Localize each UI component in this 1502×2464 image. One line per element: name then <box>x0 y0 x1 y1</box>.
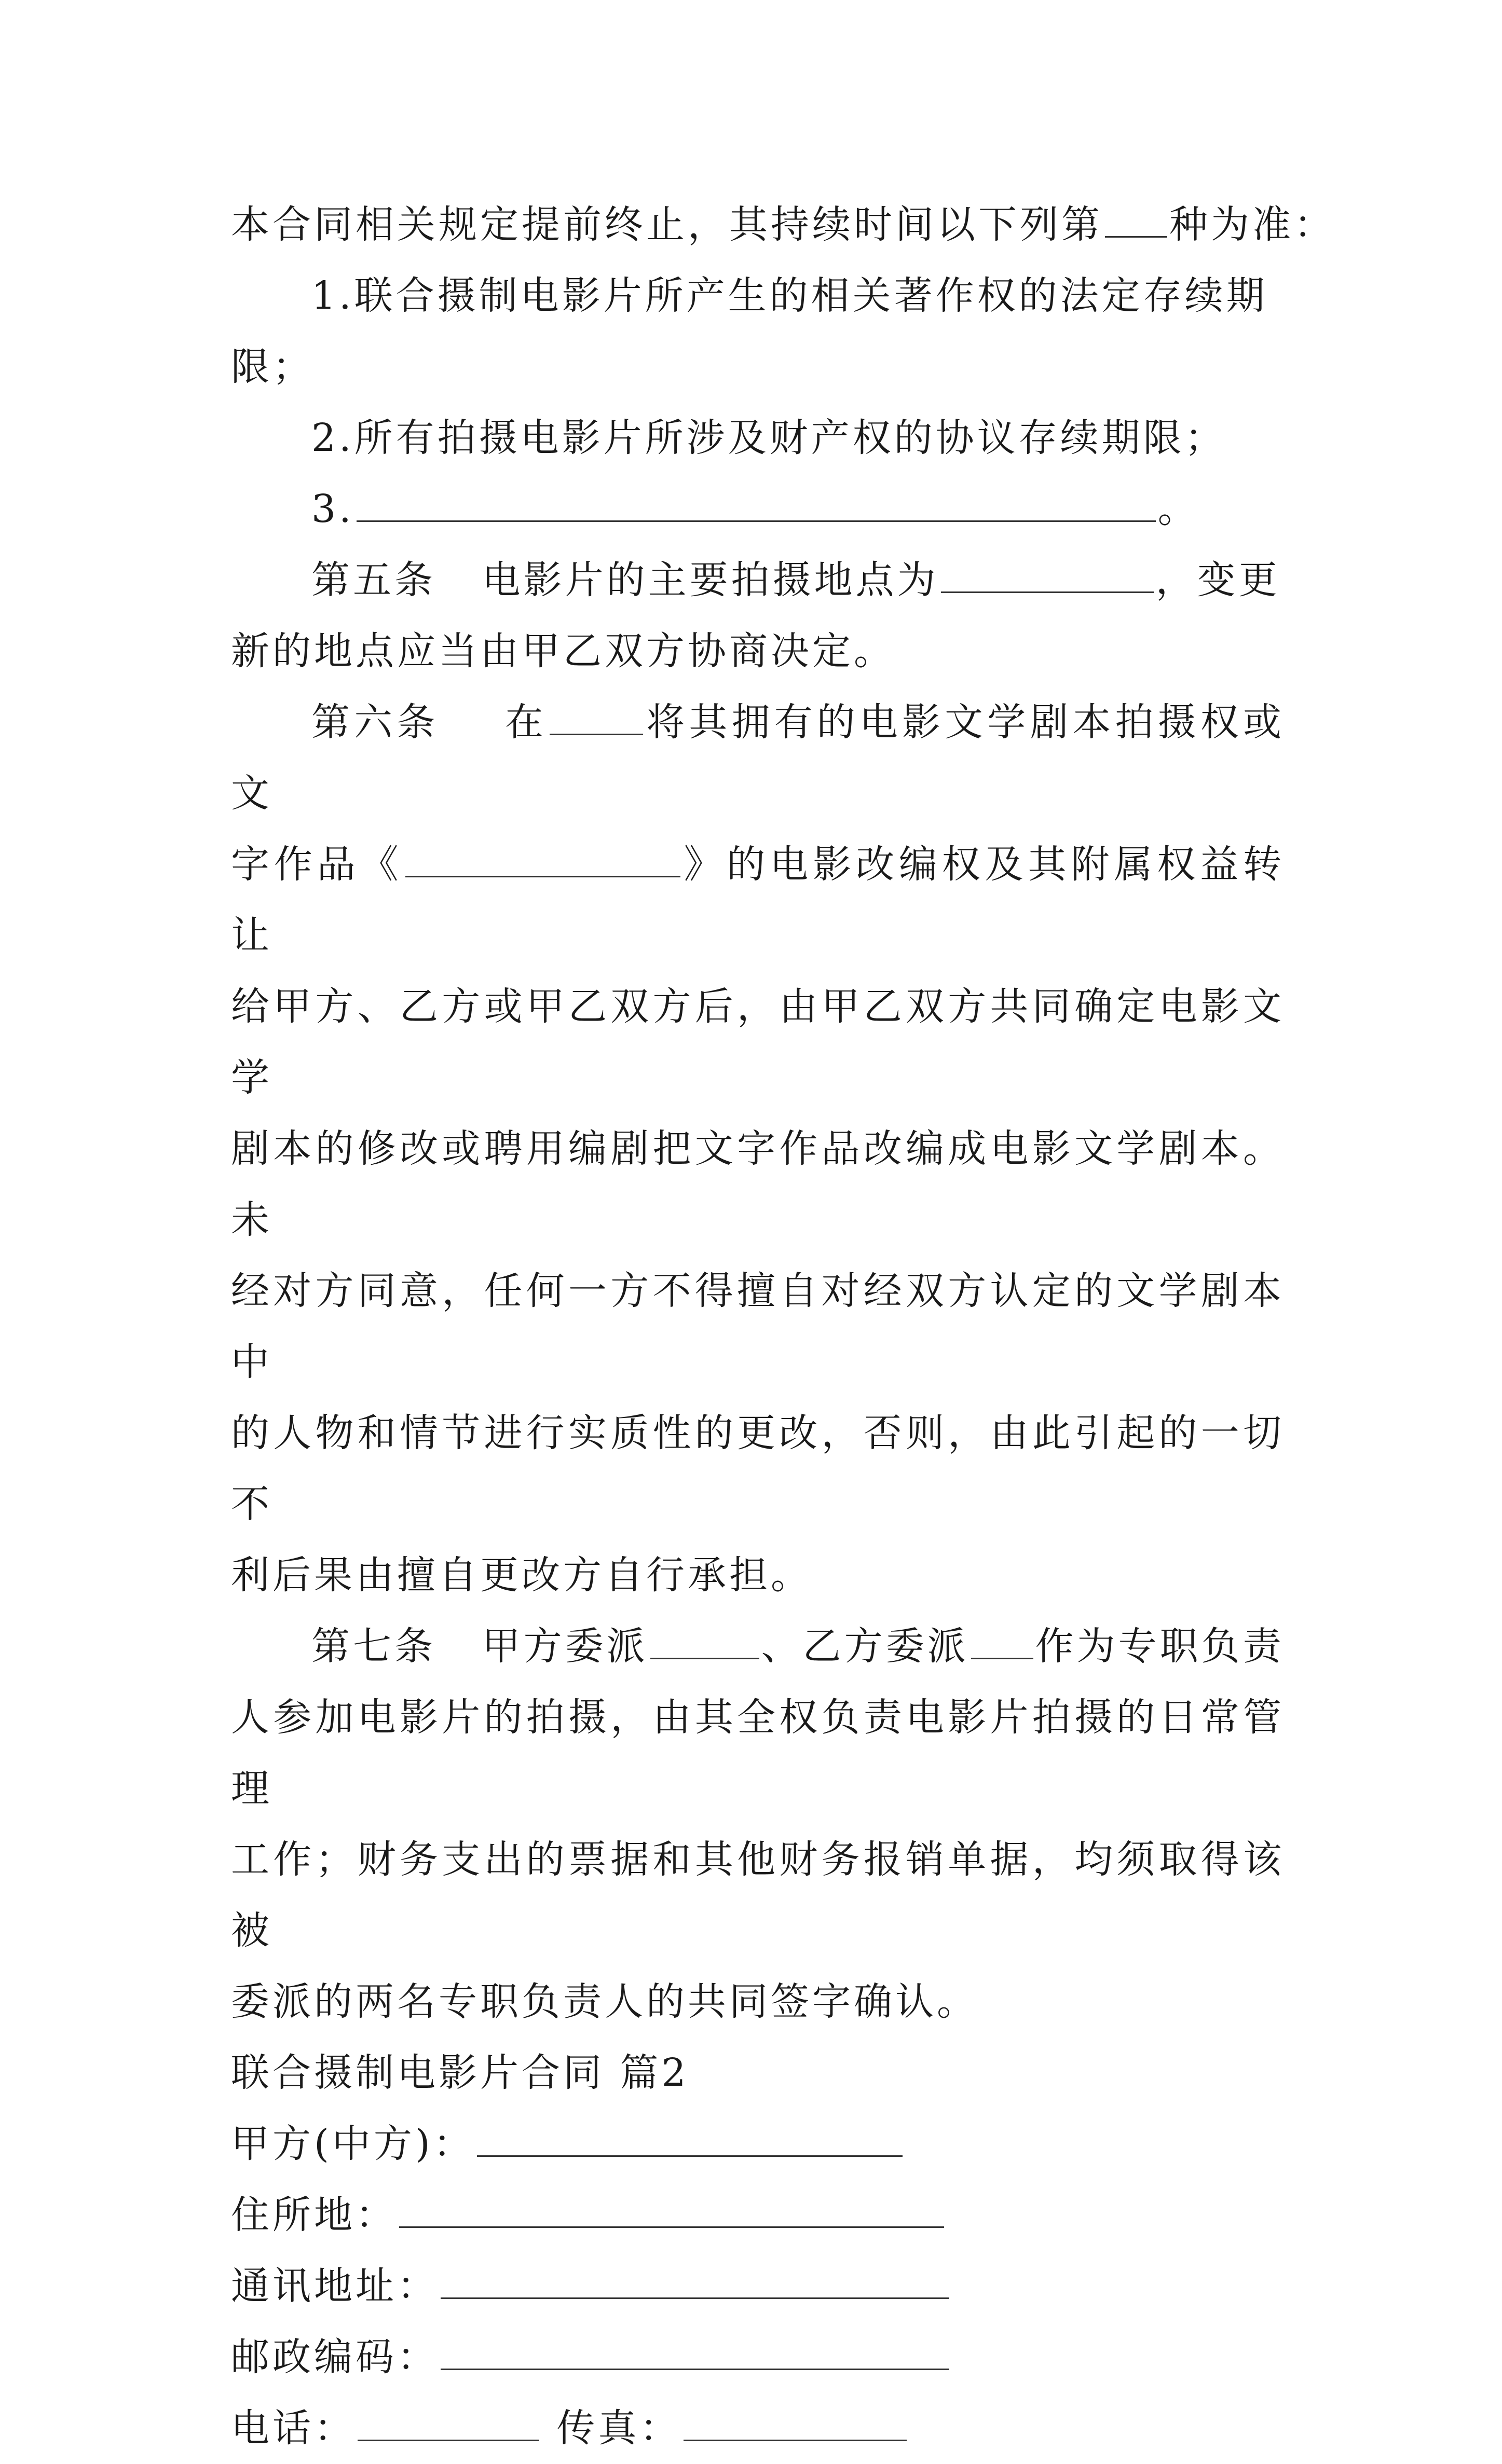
article-7-line2-text: 人参加电影片的拍摄，由其全权负责电影片拍摄的日常管理 <box>231 1695 1285 1811</box>
blank-fax <box>684 2408 907 2441</box>
field-party-a <box>231 2109 1285 2180</box>
article-6-line7-text: 利后果由擅自更改方自行承担。 <box>231 1553 812 1598</box>
blank-phone <box>358 2408 539 2441</box>
duration-item-1-cont <box>231 332 1285 403</box>
article-6-line5 <box>231 1256 1285 1398</box>
field-phone-fax <box>231 2393 1285 2464</box>
field-postal-code-label: 邮政编码： <box>231 2335 439 2379</box>
blank-postal-code <box>441 2337 949 2370</box>
field-mailing-address-label: 通讯地址： <box>231 2264 439 2308</box>
field-mailing-address <box>231 2251 1285 2322</box>
article-6-line6 <box>231 1398 1285 1540</box>
section-2-title-text: 联合摄制电影片合同 篇2 <box>231 2050 689 2095</box>
duration-item-2-text: 2.所有拍摄电影片所涉及财产权的协议存续期限； <box>311 416 1226 460</box>
article-6-work-title-open: 字作品《 <box>231 842 403 887</box>
section-2-title <box>231 2038 1285 2109</box>
continuation-text: 本合同相关规定提前终止，其持续时间以下列第 <box>231 202 1103 247</box>
blank-party-b-representative <box>971 1627 1033 1659</box>
article-6-line3 <box>231 971 1285 1113</box>
article-7-line2 <box>231 1682 1285 1824</box>
article-7-line3-text: 工作；财务支出的票据和其他财务报销单据，均须取得该被 <box>231 1837 1285 1953</box>
blank-rights-holder <box>550 703 643 735</box>
blank-choice-number <box>1105 205 1167 238</box>
blank-mailing-address <box>441 2266 949 2299</box>
article-7-line4-text: 委派的两名专职负责人的共同签字确认。 <box>231 1979 978 2024</box>
article-5-label: 第五条 <box>311 558 436 602</box>
blank-party-a <box>477 2124 903 2157</box>
article-6-text-after: 将其拥有的电影文学剧本拍摄权或文 <box>231 700 1285 816</box>
article-7 <box>231 1611 1285 1682</box>
article-6-work-title-close: 》的电影改编权及其附属权益转让 <box>231 842 1285 958</box>
field-phone-label: 电话： <box>231 2406 356 2451</box>
article-6-line5-text: 经对方同意，任何一方不得擅自对经双方认定的文学剧本中 <box>231 1269 1285 1384</box>
continuation-paragraph <box>231 189 1335 260</box>
blank-party-a-representative <box>650 1627 759 1659</box>
article-6-line6-text: 的人物和情节进行实质性的更改，否则，由此引起的一切不 <box>231 1411 1285 1526</box>
article-6-label: 第六条 <box>311 700 440 745</box>
article-7-party-a: 甲方委派 <box>482 1624 648 1669</box>
continuation-text-end: 种为准： <box>1169 202 1335 247</box>
article-5-cont <box>231 616 1285 687</box>
field-residence-label: 住所地： <box>231 2193 397 2237</box>
field-party-a-label: 甲方(中方)： <box>231 2122 475 2166</box>
article-7-label: 第七条 <box>311 1624 436 1669</box>
article-6-line7 <box>231 1540 1285 1611</box>
duration-item-3-suffix: 。 <box>1157 487 1199 531</box>
article-7-line3 <box>231 1824 1285 1966</box>
duration-item-1 <box>231 260 1285 332</box>
blank-duration-other <box>357 489 1156 522</box>
article-7-text-after: 作为专职负责 <box>1035 1624 1285 1669</box>
article-7-party-b: 、乙方委派 <box>761 1624 969 1669</box>
article-5-text-after: ，变更 <box>1155 558 1280 602</box>
article-6-text: 在 <box>505 700 548 745</box>
duration-item-3 <box>231 474 1285 545</box>
field-fax-label: 传真： <box>556 2406 681 2451</box>
blank-residence <box>399 2195 944 2228</box>
field-residence <box>231 2180 1285 2251</box>
article-6-line4 <box>231 1113 1285 1256</box>
article-6-line2 <box>231 829 1285 971</box>
article-6-line3-text: 给甲方、乙方或甲乙双方后，由甲乙双方共同确定电影文学 <box>231 984 1285 1100</box>
article-5-line2: 新的地点应当由甲乙双方协商决定。 <box>231 629 895 673</box>
duration-item-3-prefix: 3. <box>311 487 354 531</box>
contract-body <box>231 189 1335 2464</box>
field-postal-code <box>231 2322 1285 2393</box>
blank-work-title <box>405 845 680 877</box>
article-5 <box>231 545 1285 616</box>
article-6-line4-text: 剧本的修改或聘用编剧把文字作品改编成电影文学剧本。未 <box>231 1126 1285 1242</box>
duration-item-1-line2: 限； <box>231 345 314 389</box>
duration-item-1-line1: 1.联合摄制电影片所产生的相关著作权的法定存续期 <box>311 273 1268 318</box>
article-5-text: 电影片的主要拍摄地点为 <box>482 558 939 602</box>
blank-shooting-location <box>941 560 1154 593</box>
article-6 <box>231 687 1285 829</box>
duration-item-2 <box>231 403 1285 474</box>
article-7-line4 <box>231 1966 1285 2038</box>
